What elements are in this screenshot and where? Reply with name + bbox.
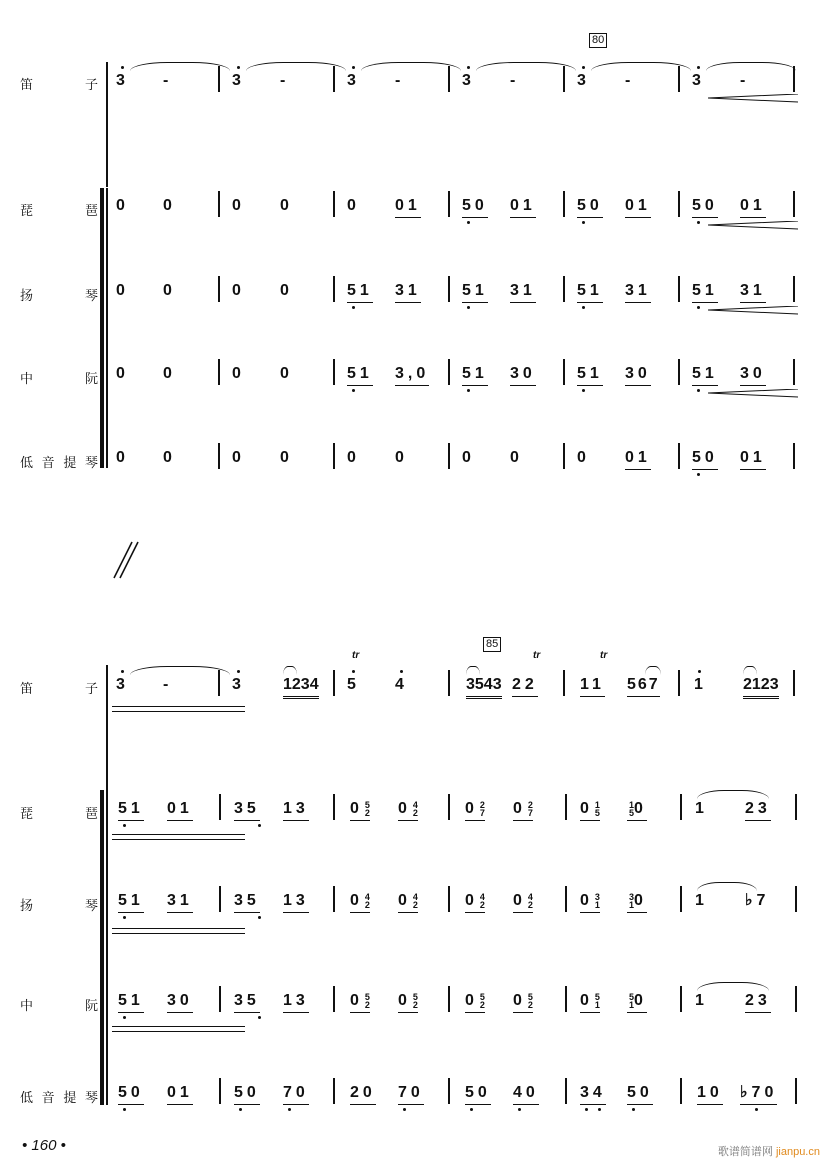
measure: 3 bbox=[116, 72, 129, 89]
note: 3 bbox=[232, 676, 245, 693]
note: 5 bbox=[347, 676, 360, 693]
note: 0 bbox=[232, 282, 245, 299]
note-group: 3 10 bbox=[627, 890, 647, 913]
instrument-label: 低音提琴 bbox=[20, 456, 98, 471]
note-group: 01 bbox=[510, 195, 536, 218]
barline bbox=[333, 443, 335, 469]
crescendo-line bbox=[112, 933, 245, 934]
octave-dot bbox=[288, 1108, 291, 1111]
note-group: 0 5 2 bbox=[398, 990, 418, 1013]
barline bbox=[795, 986, 797, 1012]
note: 0 bbox=[577, 449, 590, 466]
barline bbox=[333, 276, 335, 302]
note-group: 11 bbox=[580, 674, 605, 697]
barline bbox=[448, 443, 450, 469]
octave-dot bbox=[258, 1016, 261, 1019]
tie bbox=[130, 666, 230, 675]
slur bbox=[283, 666, 297, 675]
note-group: 5 10 bbox=[627, 990, 647, 1013]
crescendo-line bbox=[112, 834, 245, 835]
octave-dot bbox=[121, 670, 124, 673]
octave-dot bbox=[755, 1108, 758, 1111]
slur bbox=[466, 666, 480, 675]
measure: 3 bbox=[577, 72, 590, 89]
staff-yangqin bbox=[0, 280, 830, 310]
octave-dot bbox=[697, 389, 700, 392]
note-group: 50 bbox=[692, 195, 718, 218]
barline bbox=[793, 359, 795, 385]
dash: - bbox=[280, 72, 290, 89]
octave-dot bbox=[582, 306, 585, 309]
watermark bbox=[718, 1143, 820, 1159]
slur bbox=[743, 666, 757, 675]
barline bbox=[333, 191, 335, 217]
octave-dot bbox=[582, 66, 585, 69]
note-group: 40 bbox=[513, 1082, 539, 1105]
staff-double-bass bbox=[0, 447, 830, 477]
barline bbox=[448, 359, 450, 385]
staff-double-bass bbox=[0, 1082, 830, 1112]
note-group: 01 bbox=[740, 195, 766, 218]
note: 0 bbox=[163, 365, 176, 382]
barline bbox=[219, 986, 221, 1012]
barline bbox=[678, 670, 680, 696]
note-group: 0 5 2 bbox=[513, 990, 533, 1013]
note-group: 3543 bbox=[466, 674, 502, 699]
trill-mark: tr bbox=[600, 650, 608, 661]
tie bbox=[697, 982, 769, 991]
instrument-label: 中 阮 bbox=[20, 372, 98, 387]
note: 1 bbox=[694, 676, 707, 693]
barline bbox=[565, 794, 567, 820]
barline bbox=[448, 986, 450, 1012]
crescendo-hairpin bbox=[708, 306, 798, 316]
note-group: 30 bbox=[167, 990, 193, 1013]
note-group: 0 2 7 bbox=[465, 798, 485, 821]
note-group: 2123 bbox=[743, 674, 779, 699]
note-group: 567 bbox=[627, 674, 660, 697]
tie bbox=[246, 62, 346, 71]
note: 0 bbox=[116, 197, 129, 214]
octave-dot bbox=[123, 824, 126, 827]
note-group: 01 bbox=[740, 447, 766, 470]
octave-dot bbox=[123, 916, 126, 919]
instrument-label: 琵 琶 bbox=[20, 204, 98, 219]
crescendo-line bbox=[112, 1026, 245, 1027]
tie bbox=[697, 790, 769, 799]
note-group: 50 bbox=[577, 195, 603, 218]
octave-dot bbox=[237, 670, 240, 673]
note: 0 bbox=[280, 449, 293, 466]
crescendo-line bbox=[112, 1031, 245, 1032]
barline bbox=[333, 794, 335, 820]
note-group: 30 bbox=[510, 363, 536, 386]
octave-dot bbox=[467, 306, 470, 309]
barline bbox=[678, 191, 680, 217]
crescendo-line bbox=[112, 706, 245, 707]
octave-dot bbox=[239, 1108, 242, 1111]
barline bbox=[333, 1078, 335, 1104]
barline bbox=[448, 1078, 450, 1104]
barline bbox=[565, 1078, 567, 1104]
slur bbox=[645, 666, 661, 675]
note-group: 50 bbox=[627, 1082, 653, 1105]
barline bbox=[448, 794, 450, 820]
watermark-cn: 歌谱简谱网 bbox=[717, 1146, 773, 1158]
crescendo-hairpin bbox=[708, 221, 798, 231]
note-group: 30 bbox=[625, 363, 651, 386]
barline bbox=[795, 886, 797, 912]
barline bbox=[793, 276, 795, 302]
dash: - bbox=[163, 676, 173, 693]
octave-dot bbox=[258, 916, 261, 919]
trill-mark: tr bbox=[352, 650, 360, 661]
barline bbox=[218, 443, 220, 469]
barline bbox=[680, 886, 682, 912]
octave-dot bbox=[123, 1016, 126, 1019]
crescendo-hairpin bbox=[708, 389, 798, 399]
note-group: 35 bbox=[234, 990, 260, 1013]
note-group: 0 5 2 bbox=[465, 990, 485, 1013]
note-group: 0 4 2 bbox=[513, 890, 533, 913]
note-group: 50 bbox=[118, 1082, 144, 1105]
note: 0 bbox=[232, 449, 245, 466]
system-bracket bbox=[100, 790, 104, 1105]
note: 0 bbox=[462, 449, 475, 466]
crescendo-line bbox=[112, 839, 245, 840]
watermark-en: jianpu.cn bbox=[775, 1146, 820, 1158]
tie bbox=[361, 62, 461, 71]
barline bbox=[678, 359, 680, 385]
note: 1 bbox=[695, 892, 708, 909]
note: 1 bbox=[695, 800, 708, 817]
note-group: 3,0 bbox=[395, 363, 429, 386]
note: 0 bbox=[116, 449, 129, 466]
note-group: 51 bbox=[118, 890, 144, 913]
measure: 3 bbox=[347, 72, 360, 89]
note-group: 0 1 5 bbox=[580, 798, 600, 821]
barline bbox=[219, 794, 221, 820]
note-group: 51 bbox=[118, 990, 144, 1013]
barline bbox=[219, 1078, 221, 1104]
note-group: 51 bbox=[347, 280, 373, 303]
note: 0 bbox=[163, 197, 176, 214]
note: 4 bbox=[395, 676, 408, 693]
octave-dot bbox=[697, 473, 700, 476]
barline bbox=[219, 886, 221, 912]
staff-dizi bbox=[0, 70, 830, 100]
note: 0 bbox=[280, 197, 293, 214]
note-group: 01 bbox=[625, 447, 651, 470]
note-group: 1 50 bbox=[627, 798, 647, 821]
crescendo-line bbox=[112, 928, 245, 929]
note-group: 0 5 2 bbox=[350, 798, 370, 821]
measure: 3 bbox=[692, 72, 705, 89]
note-group: 01 bbox=[167, 798, 193, 821]
note-group: 51 bbox=[692, 363, 718, 386]
instrument-label: 中 阮 bbox=[20, 999, 98, 1014]
note-group: 1234 bbox=[283, 674, 319, 699]
tie bbox=[130, 62, 230, 71]
measure: 3 bbox=[462, 72, 475, 89]
note: 1 bbox=[695, 992, 708, 1009]
crescendo-line bbox=[112, 711, 245, 712]
system-break-icon bbox=[110, 540, 140, 580]
staff-pipa bbox=[0, 798, 830, 828]
barline bbox=[793, 443, 795, 469]
note-group: 34 bbox=[580, 1082, 606, 1105]
barline bbox=[563, 191, 565, 217]
octave-dot bbox=[352, 306, 355, 309]
note-group: 31 bbox=[625, 280, 651, 303]
note-group: 0 4 2 bbox=[398, 798, 418, 821]
dash: - bbox=[395, 72, 405, 89]
barline bbox=[795, 1078, 797, 1104]
note-group: 0 2 7 bbox=[513, 798, 533, 821]
barline bbox=[680, 794, 682, 820]
barline bbox=[795, 794, 797, 820]
note: 0 bbox=[232, 197, 245, 214]
staff-zhongruan bbox=[0, 990, 830, 1020]
crescendo-hairpin bbox=[708, 94, 798, 104]
rehearsal-mark: 80 bbox=[589, 33, 607, 48]
note-group: 0 4 2 bbox=[350, 890, 370, 913]
note-group: 51 bbox=[692, 280, 718, 303]
tie bbox=[706, 62, 796, 71]
rehearsal-mark: 85 bbox=[483, 637, 501, 652]
tie bbox=[697, 882, 757, 891]
note: 0 bbox=[347, 197, 360, 214]
note: 0 bbox=[163, 282, 176, 299]
barline bbox=[333, 670, 335, 696]
barline bbox=[678, 276, 680, 302]
note-group: 30 bbox=[740, 363, 766, 386]
page-number: • 160 • bbox=[22, 1137, 66, 1154]
note-group: 0 5 1 bbox=[580, 990, 600, 1013]
dash: - bbox=[510, 72, 520, 89]
note: 0 bbox=[280, 282, 293, 299]
barline bbox=[218, 191, 220, 217]
note-group: 31 bbox=[740, 280, 766, 303]
barline bbox=[218, 276, 220, 302]
barline bbox=[563, 670, 565, 696]
note-group: 0 4 2 bbox=[465, 890, 485, 913]
instrument-label: 笛 子 bbox=[20, 78, 98, 93]
octave-dot bbox=[697, 221, 700, 224]
octave-dot bbox=[123, 1108, 126, 1111]
dash: - bbox=[163, 72, 173, 89]
note-group: 51 bbox=[462, 363, 488, 386]
note: 0 bbox=[116, 365, 129, 382]
barline bbox=[333, 886, 335, 912]
barline bbox=[333, 986, 335, 1012]
note-group: 01 bbox=[167, 1082, 193, 1105]
note: 0 bbox=[395, 449, 408, 466]
system-bracket bbox=[106, 790, 108, 1105]
instrument-label: 扬 琴 bbox=[20, 289, 98, 304]
octave-dot bbox=[467, 66, 470, 69]
measure: 3 bbox=[232, 72, 245, 89]
barline bbox=[680, 1078, 682, 1104]
barline bbox=[793, 191, 795, 217]
note-group: 50 bbox=[462, 195, 488, 218]
barline bbox=[448, 191, 450, 217]
note-group: 13 bbox=[283, 990, 309, 1013]
barline bbox=[565, 886, 567, 912]
note-group: 13 bbox=[283, 798, 309, 821]
octave-dot bbox=[352, 66, 355, 69]
octave-dot bbox=[352, 389, 355, 392]
octave-dot bbox=[585, 1108, 588, 1111]
instrument-label: 扬 琴 bbox=[20, 899, 98, 914]
octave-dot bbox=[403, 1108, 406, 1111]
note: 0 bbox=[116, 282, 129, 299]
note-group: 51 bbox=[118, 798, 144, 821]
note: 0 bbox=[232, 365, 245, 382]
note: 0 bbox=[510, 449, 523, 466]
note-group: 51 bbox=[347, 363, 373, 386]
note-group: 01 bbox=[395, 195, 421, 218]
note-group: 70 bbox=[283, 1082, 309, 1105]
note-group: 0 5 2 bbox=[350, 990, 370, 1013]
system-bracket bbox=[106, 188, 108, 468]
dash: - bbox=[740, 72, 750, 89]
note-group: 23 bbox=[745, 798, 771, 821]
note-group: 51 bbox=[462, 280, 488, 303]
barline bbox=[563, 276, 565, 302]
octave-dot bbox=[258, 824, 261, 827]
barline bbox=[448, 670, 450, 696]
barline bbox=[680, 986, 682, 1012]
note-group: 01 bbox=[625, 195, 651, 218]
note-group: 70 bbox=[398, 1082, 424, 1105]
octave-dot bbox=[467, 221, 470, 224]
instrument-label: 低音提琴 bbox=[20, 1091, 98, 1106]
note-group: 22 bbox=[512, 674, 538, 697]
octave-dot bbox=[352, 670, 355, 673]
note-group: 10 bbox=[697, 1082, 723, 1105]
note-group: 51 bbox=[577, 363, 603, 386]
octave-dot bbox=[632, 1108, 635, 1111]
octave-dot bbox=[582, 221, 585, 224]
octave-dot bbox=[697, 306, 700, 309]
octave-dot bbox=[698, 670, 701, 673]
note-group: 13 bbox=[283, 890, 309, 913]
instrument-label: 琵 琶 bbox=[20, 807, 98, 822]
staff-yangqin bbox=[0, 890, 830, 920]
barline bbox=[448, 886, 450, 912]
note-group: ♭70 bbox=[740, 1082, 777, 1105]
note-group: 23 bbox=[745, 990, 771, 1013]
note-group: 31 bbox=[167, 890, 193, 913]
octave-dot bbox=[400, 670, 403, 673]
staff-pipa bbox=[0, 195, 830, 225]
note-group: 31 bbox=[395, 280, 421, 303]
note-group: 0 4 2 bbox=[398, 890, 418, 913]
system-bracket bbox=[100, 188, 104, 468]
note-group: 20 bbox=[350, 1082, 376, 1105]
note-group: 50 bbox=[234, 1082, 260, 1105]
tie bbox=[591, 62, 691, 71]
note: ♭7 bbox=[745, 892, 770, 909]
dash: - bbox=[625, 72, 635, 89]
octave-dot bbox=[582, 389, 585, 392]
note: 0 bbox=[163, 449, 176, 466]
note-group: 50 bbox=[692, 447, 718, 470]
barline bbox=[563, 359, 565, 385]
octave-dot bbox=[697, 66, 700, 69]
tie bbox=[476, 62, 576, 71]
note: 0 bbox=[347, 449, 360, 466]
barline bbox=[333, 359, 335, 385]
note: 0 bbox=[280, 365, 293, 382]
note-group: 0 3 1 bbox=[580, 890, 600, 913]
staff-dizi bbox=[0, 674, 830, 704]
note: 3 bbox=[116, 676, 129, 693]
note-group: 31 bbox=[510, 280, 536, 303]
octave-dot bbox=[518, 1108, 521, 1111]
note-group: 35 bbox=[234, 798, 260, 821]
barline bbox=[565, 986, 567, 1012]
octave-dot bbox=[121, 66, 124, 69]
note-group: 50 bbox=[465, 1082, 491, 1105]
trill-mark: tr bbox=[533, 650, 541, 661]
barline bbox=[678, 443, 680, 469]
barline bbox=[218, 359, 220, 385]
staff-zhongruan bbox=[0, 363, 830, 393]
barline bbox=[793, 670, 795, 696]
note-group: 51 bbox=[577, 280, 603, 303]
note-group: 35 bbox=[234, 890, 260, 913]
octave-dot bbox=[470, 1108, 473, 1111]
instrument-label: 笛 子 bbox=[20, 682, 98, 697]
octave-dot bbox=[467, 389, 470, 392]
barline bbox=[448, 276, 450, 302]
barline bbox=[563, 443, 565, 469]
octave-dot bbox=[598, 1108, 601, 1111]
octave-dot bbox=[237, 66, 240, 69]
